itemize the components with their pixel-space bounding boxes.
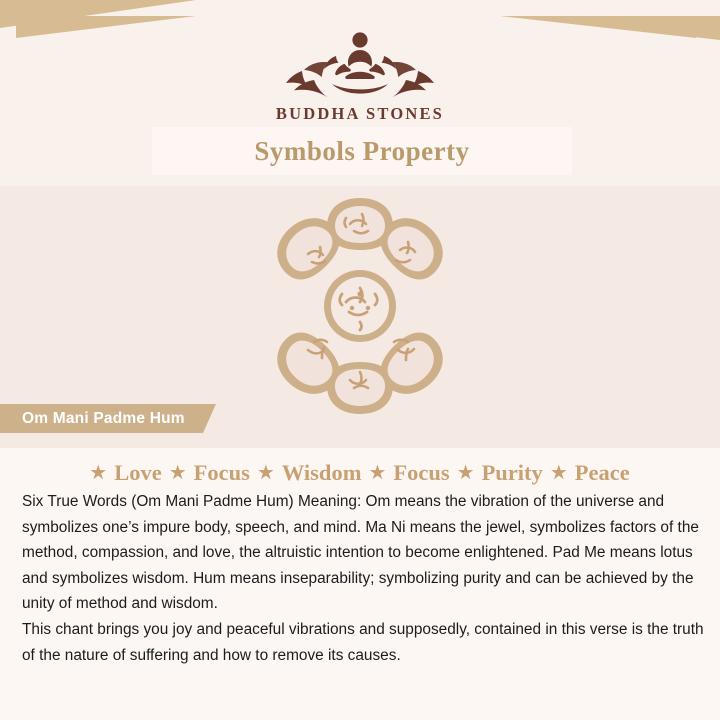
star-icon: ★: [168, 462, 187, 484]
keyword-focus-1: Focus: [193, 460, 250, 485]
mandala-illustration: [0, 190, 720, 422]
keyword-peace: Peace: [574, 460, 630, 485]
keyword-wisdom: Wisdom: [281, 460, 362, 485]
title-plate: [152, 127, 572, 175]
body-text: [22, 489, 708, 668]
brand-name: BUDDHA STONES: [275, 104, 445, 123]
keyword-love: Love: [114, 460, 162, 485]
star-icon: ★: [456, 462, 475, 484]
star-icon: ★: [549, 462, 568, 484]
paragraph-chant: This chant brings you joy and peaceful vibrations and supposedly, contained in this verse is the truth of the nature of suffering and how to remove its causes.: [22, 620, 704, 664]
keyword-purity: Purity: [481, 460, 543, 485]
keyword-row: [22, 460, 702, 486]
keyword-focus-2: Focus: [393, 460, 450, 485]
status-badge-label: Om Mani Padme Hum: [22, 409, 185, 427]
brand-logo: [0, 22, 720, 124]
lotus-meditation-figure-icon: [284, 22, 436, 100]
star-icon: ★: [368, 462, 387, 484]
star-icon: ★: [256, 462, 275, 484]
star-icon: ★: [89, 462, 108, 484]
status-badge: [0, 404, 203, 433]
paragraph-meaning: Six True Words (Om Mani Padme Hum) Meaning: Om means the vibration of the universe and symbolizes one’s impure body, speech, and mind. Ma Ni means the jewel, symbolizes factors of the method, compassion, and love, the altruistic intention to become enlightened. Pad Me means lotus and symbolizes wisdom. Hum means inseparability; symbolizing purity and can be achieved by the unity of method and wisdom.: [22, 493, 699, 613]
om-mani-padme-hum-lotus-mandala-icon: [230, 190, 490, 422]
page-title: Symbols Property: [254, 135, 470, 166]
